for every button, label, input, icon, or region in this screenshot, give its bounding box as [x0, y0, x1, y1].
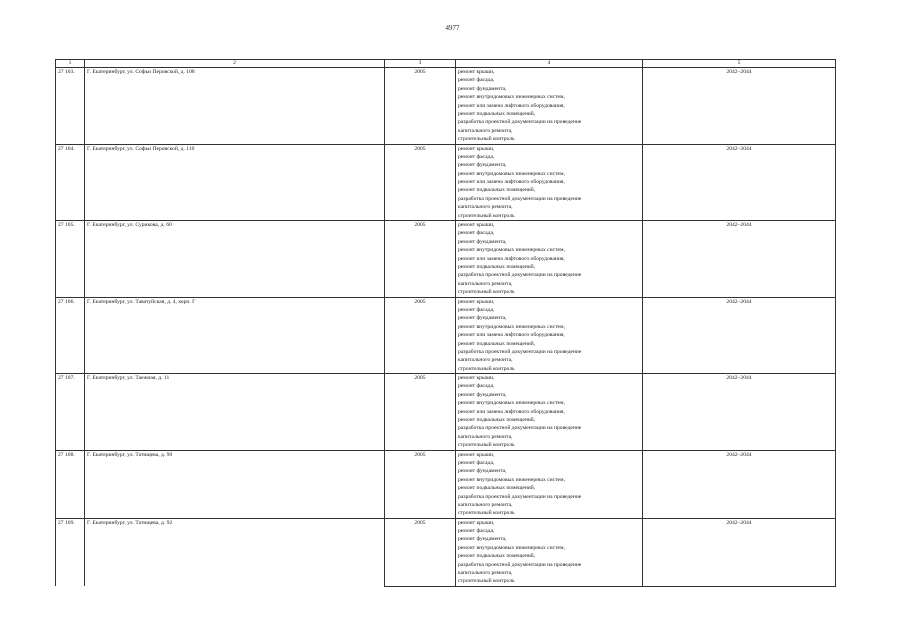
row-year: 2005 — [385, 518, 456, 586]
work-item: ремонт крыши, — [458, 375, 495, 382]
work-item: капитального ремонта, — [458, 501, 513, 508]
work-item: ремонт крыши, — [458, 298, 495, 305]
row-period: 2042–2044 — [643, 297, 836, 374]
work-item: строительный контроль — [458, 442, 515, 449]
row-number: 27 104. — [56, 144, 85, 221]
work-item: разработка проектной документации на проведение — [458, 272, 582, 279]
work-item: ремонт крыши, — [458, 222, 495, 229]
header-row — [56, 60, 836, 68]
row-works — [456, 221, 643, 298]
work-item: ремонт подвальных помещений, — [458, 553, 536, 560]
work-item: разработка проектной документации на проведение — [458, 561, 582, 568]
work-item: ремонт фундамента, — [458, 468, 507, 475]
work-item: ремонт подвальных помещений, — [458, 110, 536, 117]
row-works — [456, 68, 643, 145]
page-number: 4977 — [445, 24, 460, 32]
work-item: ремонт крыши, — [458, 451, 495, 458]
work-item: ремонт внутридомовых инженерных систем, — [458, 247, 565, 254]
work-item: капитального ремонта, — [458, 280, 513, 287]
work-item: ремонт крыши, — [458, 145, 495, 152]
row-number: 27 103. — [56, 68, 85, 145]
table-row — [56, 518, 836, 586]
work-item: ремонт внутридомовых инженерных систем, — [458, 170, 565, 177]
work-item: ремонт или замена лифтового оборудования, — [458, 179, 565, 186]
work-item: ремонт подвальных помещений, — [458, 340, 536, 347]
work-item: ремонт фасада, — [458, 230, 495, 237]
work-item: строительный контроль — [458, 212, 515, 219]
work-item: строительный контроль — [458, 136, 515, 143]
row-works — [456, 450, 643, 518]
work-item: ремонт внутридомовых инженерных систем, — [458, 94, 565, 101]
work-item: ремонт фундамента, — [458, 162, 507, 169]
work-item: ремонт или замена лифтового оборудования, — [458, 332, 565, 339]
work-item: ремонт крыши, — [458, 69, 495, 75]
work-item: ремонт подвальных помещений, — [458, 263, 536, 270]
row-works — [456, 297, 643, 374]
header-col-2: 2 — [85, 60, 385, 68]
row-address: Г. Екатеринбург, ул. Татищева, д. 90 — [85, 450, 385, 518]
row-period: 2042–2044 — [643, 518, 836, 586]
work-item: капитального ремонта, — [458, 357, 513, 364]
row-address: Г. Екатеринбург, ул. Татищева, д. 92 — [85, 518, 385, 586]
work-item: разработка проектной документации на проведение — [458, 119, 582, 126]
row-works — [456, 518, 643, 586]
work-item: капитального ремонта, — [458, 204, 513, 211]
row-address: Г. Екатеринбург, ул. Софьи Перовской, д. 108 — [85, 68, 385, 145]
work-item: ремонт подвальных помещений, — [458, 485, 536, 492]
work-item: ремонт фасада, — [458, 383, 495, 390]
row-year: 2005 — [385, 68, 456, 145]
row-period: 2042–2044 — [643, 374, 836, 451]
work-item: ремонт внутридомовых инженерных систем, — [458, 323, 565, 330]
table-row — [56, 450, 836, 518]
work-item: ремонт фундамента, — [458, 391, 507, 398]
work-item: ремонт фундамента, — [458, 536, 507, 543]
row-year: 2005 — [385, 374, 456, 451]
header-col-4: 4 — [456, 60, 643, 68]
row-number: 27 109. — [56, 518, 85, 586]
row-number: 27 107. — [56, 374, 85, 451]
row-year: 2005 — [385, 144, 456, 221]
work-item: капитального ремонта, — [458, 127, 513, 134]
work-item: разработка проектной документации на проведение — [458, 493, 582, 500]
work-item: ремонт внутридомовых инженерных систем, — [458, 400, 565, 407]
row-works — [456, 144, 643, 221]
header-col-5: 5 — [643, 60, 836, 68]
work-item: ремонт внутридомовых инженерных систем, — [458, 476, 565, 483]
work-item: разработка проектной документации на проведение — [458, 425, 582, 432]
work-item: ремонт или замена лифтового оборудования, — [458, 102, 565, 109]
row-number: 27 105. — [56, 221, 85, 298]
work-item: ремонт крыши, — [458, 519, 495, 526]
row-year: 2005 — [385, 450, 456, 518]
work-item: строительный контроль — [458, 510, 515, 517]
work-item: ремонт или замена лифтового оборудования, — [458, 255, 565, 262]
row-address: Г. Екатеринбург, ул. Таватуйская, д. 4, корп. Г — [85, 297, 385, 374]
row-year: 2005 — [385, 297, 456, 374]
table-row — [56, 297, 836, 374]
work-item: ремонт фасада, — [458, 459, 495, 466]
work-item: ремонт подвальных помещений, — [458, 187, 536, 194]
work-item: капитального ремонта, — [458, 433, 513, 440]
work-item: ремонт фундамента, — [458, 238, 507, 245]
table-body — [56, 68, 836, 587]
row-period: 2042–2044 — [643, 450, 836, 518]
row-year: 2005 — [385, 221, 456, 298]
work-item: разработка проектной документации на проведение — [458, 195, 582, 202]
row-period: 2042–2044 — [643, 144, 836, 221]
row-works — [456, 374, 643, 451]
row-address: Г. Екатеринбург, ул. Софьи Перовской, д. 110 — [85, 144, 385, 221]
work-item: строительный контроль — [458, 365, 515, 372]
capital-repair-table — [55, 59, 836, 587]
work-item: ремонт фасада, — [458, 77, 495, 84]
header-col-1: 1 — [56, 60, 85, 68]
table-row — [56, 144, 836, 221]
table-row — [56, 221, 836, 298]
row-period: 2042–2044 — [643, 221, 836, 298]
work-item: разработка проектной документации на проведение — [458, 348, 582, 355]
row-address: Г. Екатеринбург, ул. Таежная, д. 11 — [85, 374, 385, 451]
work-item: ремонт фасада, — [458, 528, 495, 535]
work-item: ремонт фундамента, — [458, 315, 507, 322]
work-item: ремонт фасада, — [458, 306, 495, 313]
work-item: строительный контроль — [458, 578, 515, 585]
row-period: 2042–2044 — [643, 68, 836, 145]
table-row — [56, 68, 836, 145]
work-item: ремонт подвальных помещений, — [458, 417, 536, 424]
work-item: строительный контроль — [458, 289, 515, 296]
work-item: ремонт внутридомовых инженерных систем, — [458, 544, 565, 551]
row-address: Г. Екатеринбург, ул. Сурикова, д. 60 — [85, 221, 385, 298]
work-item: капитального ремонта, — [458, 570, 513, 577]
work-item: ремонт фундамента, — [458, 85, 507, 92]
header-col-3: 3 — [385, 60, 456, 68]
table-row — [56, 374, 836, 451]
row-number: 27 106. — [56, 297, 85, 374]
row-number: 27 108. — [56, 450, 85, 518]
work-item: ремонт фасада, — [458, 153, 495, 160]
work-item: ремонт или замена лифтового оборудования, — [458, 408, 565, 415]
